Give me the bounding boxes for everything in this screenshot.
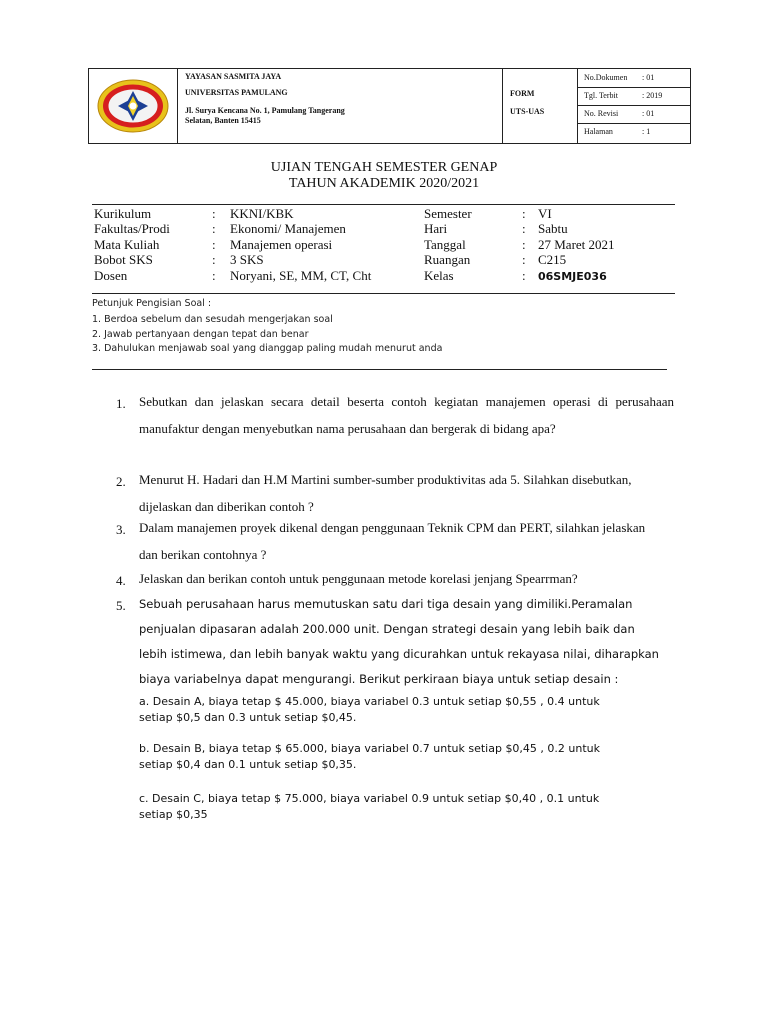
design-option: c. Desain C, biaya tetap $ 75.000, biaya variabel 0.9 untuk setiap $0,40 , 0.1 untuk setiap $0,35 [139, 792, 600, 821]
design-option: a. Desain A, biaya tetap $ 45.000, biaya variabel 0.3 untuk setiap $0,55 , 0.4 untuk setiap $0,5 dan 0.3 untuk setiap $0,45. [139, 695, 600, 724]
info-value: Manajemen operasi [230, 237, 333, 252]
info-value: Noryani, SE, MM, CT, Cht [230, 268, 372, 283]
meta-key: Tgl. Terbit [584, 91, 618, 100]
info-colon: : [522, 252, 526, 267]
info-label: Kurikulum [94, 206, 152, 221]
info-value: C215 [538, 252, 567, 267]
question-text: Jelaskan dan berikan contoh untuk penggunaan metode korelasi jenjang Spearrman? [139, 571, 578, 586]
instruction-item: 1. Berdoa sebelum dan sesudah mengerjakan soal [92, 314, 333, 325]
form-cell [503, 69, 578, 143]
info-label: Semester [424, 206, 472, 221]
info-colon: : [212, 237, 216, 252]
university-logo [89, 69, 177, 143]
university-info [178, 69, 503, 143]
meta-key: No. Revisi [584, 109, 619, 118]
info-colon: : [212, 268, 216, 283]
meta-row [578, 69, 690, 88]
info-value: KKNI/KBK [230, 206, 294, 221]
info-colon: : [522, 206, 526, 221]
info-colon: : [212, 221, 216, 236]
info-colon: : [212, 252, 216, 267]
question-text: Menurut H. Hadari dan H.M Martini sumber-sumber produktivitas ada 5. Silahkan disebutkan, dijelaskan dan diberikan contoh ? [139, 472, 632, 514]
question-text: Sebuah perusahaan harus memutuskan satu dari tiga desain yang dimiliki.Peramalan penjualan dipasaran adalah 200.000 unit. Dengan strategi desain yang lebih baik dan lebih istimewa, dan lebih banyak waktu yang dicurahkan untuk rekayasa nilai, diharapkan biaya variabelnya dapat mengurangi. Berikut perkiraan biaya untuk setiap desain : [139, 597, 659, 686]
info-value: 27 Maret 2021 [538, 237, 615, 252]
info-colon: : [522, 268, 526, 283]
instructions-title: Petunjuk Pengisian Soal : [92, 298, 212, 309]
info-label: Mata Kuliah [94, 237, 160, 252]
meta-key: No.Dokumen [584, 73, 628, 82]
document-header [88, 68, 691, 144]
info-label: Hari [424, 221, 448, 236]
info-label: Fakultas/Prodi [94, 221, 170, 236]
info-value: VI [538, 206, 552, 221]
question-text: Dalam manajemen proyek dikenal dengan penggunaan Teknik CPM dan PERT, silahkan jelaskan dan berikan contohnya ? [139, 520, 646, 562]
question-number: 1. [116, 396, 126, 411]
question-number: 3. [116, 522, 126, 537]
info-value: 06SMJE036 [538, 270, 607, 283]
info-colon: : [522, 221, 526, 236]
document-meta [578, 69, 690, 143]
instruction-item: 2. Jawab pertanyaan dengan tepat dan benar [92, 329, 309, 340]
info-value: Sabtu [538, 221, 568, 236]
question-number: 4. [116, 573, 126, 588]
question-number: 2. [116, 474, 126, 489]
logo-cell [89, 69, 178, 143]
form-label: FORM [510, 89, 535, 98]
info-colon: : [522, 237, 526, 252]
meta-row [578, 123, 690, 143]
info-label: Ruangan [424, 252, 471, 267]
form-type: UTS-UAS [510, 107, 545, 116]
meta-value: : 1 [642, 127, 651, 136]
meta-value: : 2019 [642, 91, 663, 100]
foundation-name: YAYASAN SASMITA JAYA [185, 72, 282, 81]
design-option: b. Desain B, biaya tetap $ 65.000, biaya variabel 0.7 untuk setiap $0,45 , 0.2 untuk setiap $0,4 dan 0.1 untuk setiap $0,35. [139, 742, 601, 771]
address-line2: Selatan, Banten 15415 [185, 116, 261, 125]
exam-title: UJIAN TENGAH SEMESTER GENAP [270, 160, 498, 175]
info-value: Ekonomi/ Manajemen [230, 221, 346, 236]
info-label: Dosen [94, 268, 128, 283]
divider [92, 204, 675, 205]
meta-row [578, 87, 690, 106]
meta-key: Halaman [584, 127, 613, 136]
university-name: UNIVERSITAS PAMULANG [185, 88, 288, 97]
info-label: Tanggal [424, 237, 466, 252]
meta-row [578, 105, 690, 124]
info-value: 3 SKS [230, 252, 264, 267]
divider [92, 369, 667, 370]
info-label: Bobot SKS [94, 252, 153, 267]
question-text: Sebutkan dan jelaskan secara detail beserta contoh kegiatan manajemen operasi di perusahaan manufaktur dengan menyebutkan nama perusahaan dan bergerak di bidang apa? [139, 394, 674, 436]
academic-year: TAHUN AKADEMIK 2020/2021 [288, 176, 480, 191]
info-label: Kelas [424, 268, 454, 283]
meta-value: : 01 [642, 109, 655, 118]
divider [92, 293, 675, 294]
question-number: 5. [116, 598, 126, 613]
instruction-item: 3. Dahulukan menjawab soal yang dianggap paling mudah menurut anda [92, 343, 443, 354]
address-line1: Jl. Surya Kencana No. 1, Pamulang Tangerang [185, 106, 345, 115]
info-colon: : [212, 206, 216, 221]
meta-value: : 01 [642, 73, 655, 82]
